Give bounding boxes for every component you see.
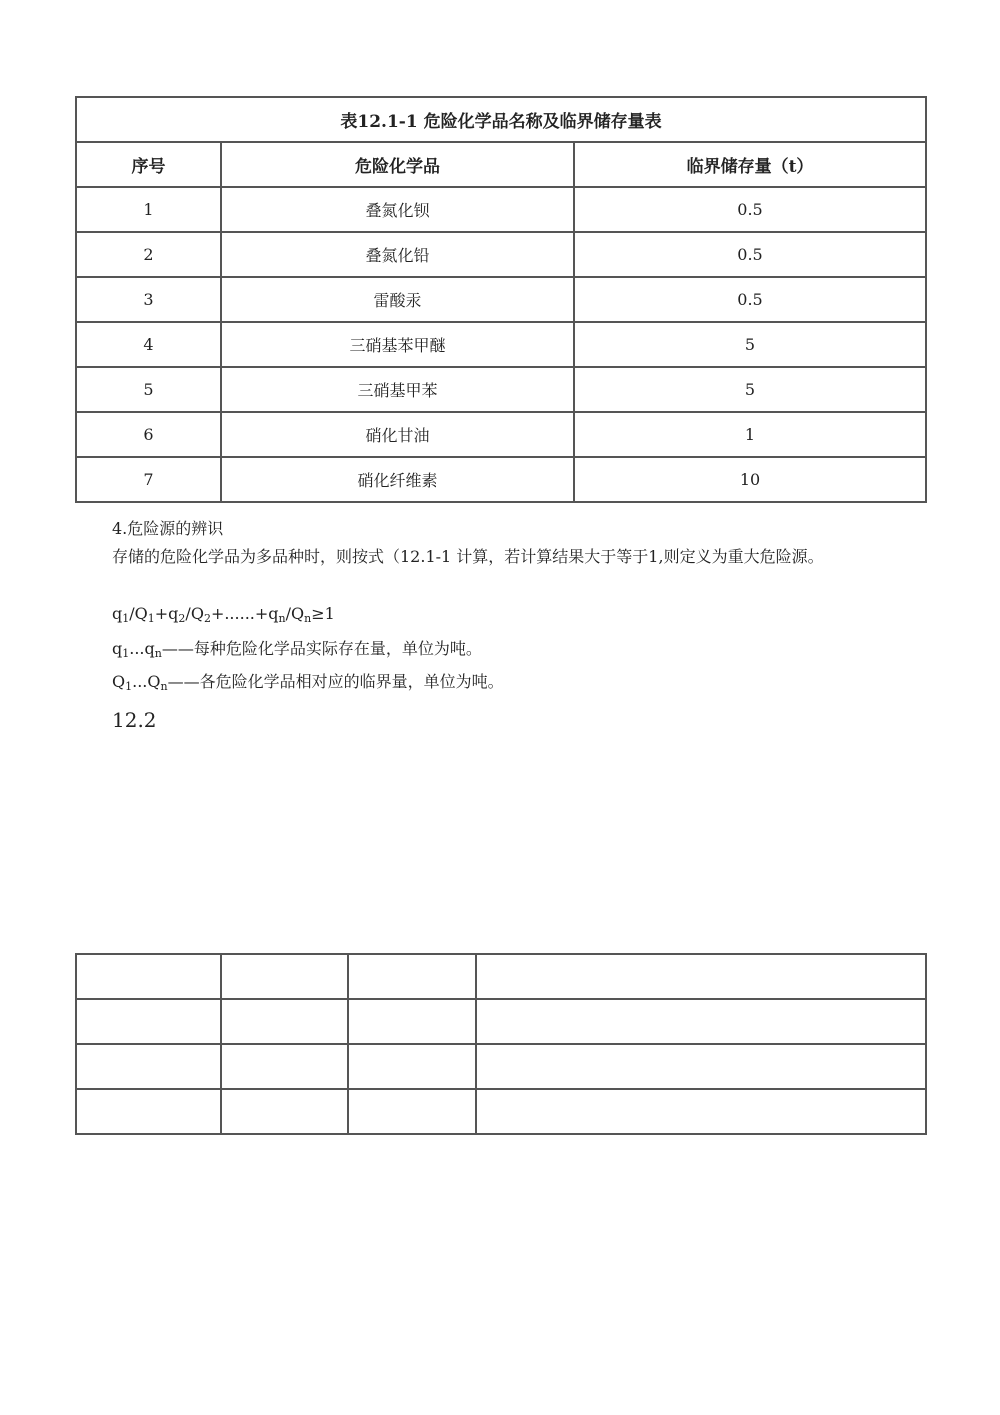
row-chemical: 三硝基甲苯 [221,367,574,412]
row-chemical: 叠氮化铅 [221,232,574,277]
table-row [76,277,926,322]
table-title: 表12.1-1 危险化学品名称及临界储存量表 [76,97,926,142]
formula-line [112,603,335,625]
row-threshold: 0.5 [574,277,926,322]
row-threshold: 1 [574,412,926,457]
formula-term: +......+q [210,604,279,623]
formula-subscript: 2 [178,612,186,625]
empty-cell [348,954,476,999]
empty-cell [476,999,926,1044]
def-description: ——各危险化学品相对应的临界量，单位为吨。 [167,672,504,691]
empty-cell [221,954,348,999]
table-row [76,1089,926,1134]
empty-cell [476,954,926,999]
formula-term: /Q [285,604,305,623]
formula-subscript: n [278,612,286,625]
empty-table [75,953,927,1135]
def-symbol: q [112,639,123,658]
row-index: 5 [76,367,221,412]
def-subscript: n [160,680,168,693]
row-threshold: 10 [574,457,926,502]
formula-term: q [112,604,123,623]
empty-cell [221,999,348,1044]
row-index: 1 [76,187,221,232]
col-header-chemical: 危险化学品 [221,142,574,187]
table-row [76,999,926,1044]
row-chemical: 硝化纤维素 [221,457,574,502]
col-header-index: 序号 [76,142,221,187]
table-row [76,232,926,277]
empty-cell [221,1044,348,1089]
def-symbol: ...q [129,639,155,658]
def-subscript: n [154,647,162,660]
formula-term: /Q [129,604,148,623]
empty-cell [76,1089,221,1134]
row-index: 7 [76,457,221,502]
row-threshold: 5 [574,322,926,367]
row-chemical: 硝化甘油 [221,412,574,457]
empty-cell [76,954,221,999]
def-symbol: ...Q [132,672,161,691]
formula-term: +q [154,604,179,623]
section-number: 12.2 [112,708,157,732]
formula-subscript: n [304,612,312,625]
empty-cell [221,1089,348,1134]
formula-term: ≥1 [311,604,335,623]
definition-q [112,638,482,660]
row-index: 6 [76,412,221,457]
def-symbol: Q [112,672,126,691]
def-subscript: 1 [122,647,130,660]
row-index: 4 [76,322,221,367]
empty-cell [76,1044,221,1089]
table-row [76,457,926,502]
row-chemical: 三硝基苯甲醚 [221,322,574,367]
empty-cell [348,999,476,1044]
row-chemical: 叠氮化钡 [221,187,574,232]
hazard-identification-heading: 4.危险源的辨识 [112,519,224,538]
table-header-row [76,142,926,187]
definition-Q [112,671,504,693]
formula-subscript: 2 [203,612,211,625]
table-row [76,367,926,412]
empty-cell [476,1044,926,1089]
formula-term: /Q [185,604,204,623]
def-description: ——每种危险化学品实际存在量，单位为吨。 [161,639,482,658]
table-row [76,412,926,457]
formula-subscript: 1 [122,612,130,625]
row-index: 2 [76,232,221,277]
table-row [76,954,926,999]
row-threshold: 0.5 [574,187,926,232]
empty-cell [348,1044,476,1089]
col-header-threshold: 临界储存量（t） [574,142,926,187]
row-index: 3 [76,277,221,322]
table-row [76,187,926,232]
formula-subscript: 1 [147,612,155,625]
body-paragraph: 存储的危险化学品为多品种时，则按式（12.1-1 计算，若计算结果大于等于1,则定义为重大危险源。 [112,547,824,566]
row-threshold: 5 [574,367,926,412]
row-chemical: 雷酸汞 [221,277,574,322]
def-subscript: 1 [125,680,133,693]
empty-cell [76,999,221,1044]
empty-cell [476,1089,926,1134]
table-row [76,322,926,367]
table-row [76,1044,926,1089]
hazardous-chemicals-table [75,96,927,503]
empty-cell [348,1089,476,1134]
row-threshold: 0.5 [574,232,926,277]
